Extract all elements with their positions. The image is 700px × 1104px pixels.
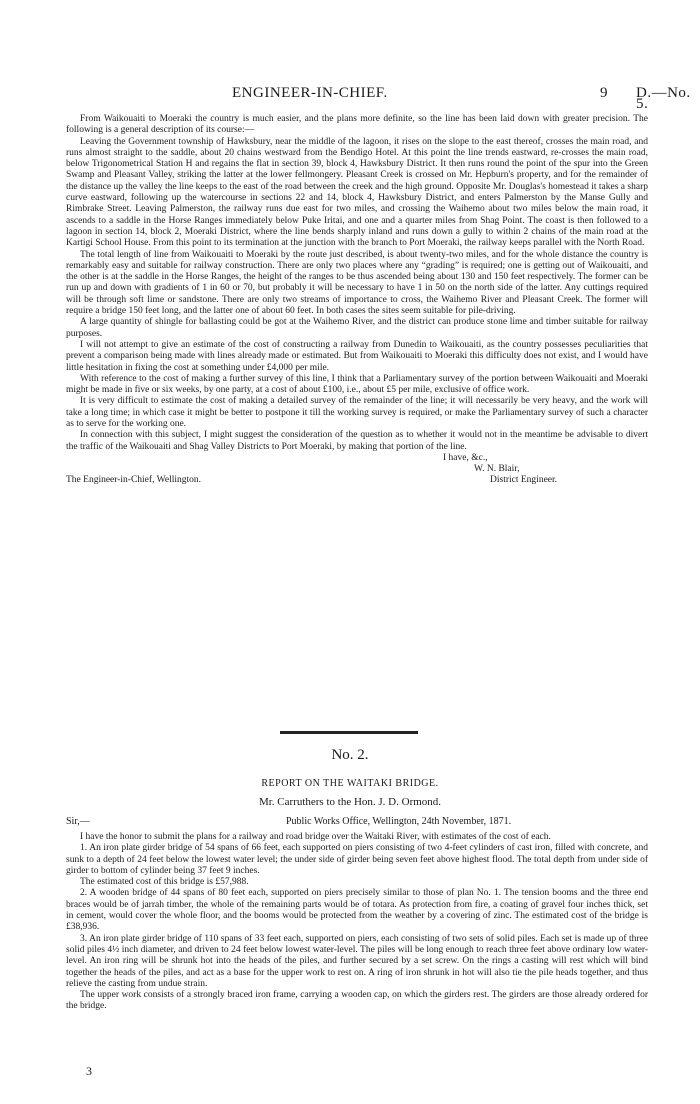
- paragraph: 2. A wooden bridge of 44 spans of 80 feet each, supported on piers precisely similar to those of plan No. 1. The tension booms and the three end braces would be of jarrah timber, the whole of the remaining parts would be of totara. As protection from fire, a coating of gravel four inches thick, set in cement, would cover the whole floor, and the booms would be protected from the weather by a covering of zinc. The estimated cost of the bridge is £38,936.: [66, 888, 648, 933]
- paragraph: 1. An iron plate girder bridge of 54 spans of 66 feet, each supported on piers consisting of two 4-feet cylinders of cast iron, filled with concrete, and sunk to a depth of 24 feet below the lowest water level; the under side of girder being seven feet above highest flood. The total depth from under side of girder to bottom of cylinder being 37 feet 9 inches.: [66, 843, 648, 876]
- paragraph: A large quantity of shingle for ballasting could be got at the Waihemo River, and the district can produce stone lime and timber suitable for railway purposes.: [66, 317, 648, 339]
- signature-block: [66, 453, 648, 497]
- addressee: The Engineer-in-Chief, Wellington.: [66, 474, 201, 485]
- paragraph: The total length of line from Waikouaiti to Moeraki by the route just described, is about twenty-two miles, and for the whole distance the country is remarkably easy and suitable for railway construction. There are only two places where any “grading” is required; one is getting out of Waikouaiti, and the other is at the saddle in the Horse Ranges, the height of the ranges to be thus ascended being about 130 and 150 feet respectively. The former can be run up and down with gradients of 1 in 60 or 70, but probably it will be necessary to have 1 in 50 on the north side of the latter. Any cuttings required will be through soft lime or sandstone. There are only two streams of importance to cross, the Waihemo River and Pleasant Creek. The former will require a bridge 150 feet long, and the latter one of about 60 feet. In both cases the sites seem suitable for pile-driving.: [66, 249, 648, 317]
- paragraph: The estimated cost of this bridge is £57,988.: [80, 877, 249, 888]
- report-one-body: [66, 114, 648, 497]
- printer-signature-mark: 3: [86, 1064, 92, 1078]
- salutation: Sir,—: [66, 816, 90, 827]
- signatory-name: W. N. Blair,: [474, 463, 520, 474]
- report-subtitle: Mr. Carruthers to the Hon. J. D. Ormond.: [258, 796, 442, 808]
- place-and-date: Public Works Office, Wellington, 24th November, 1871.: [286, 816, 512, 827]
- page-number: 9: [600, 85, 608, 101]
- paragraph: The upper work consists of a strongly braced iron frame, carrying a wooden cap, on which the girders rest. The girders are those already ordered for the bridge.: [66, 990, 648, 1012]
- report-two-body: [66, 832, 648, 1013]
- signatory-title: District Engineer.: [490, 474, 558, 485]
- paragraph: 3. An iron plate girder bridge of 110 spans of 33 feet each, supported on piers, each consisting of two sets of solid piles. Each set is made up of three solid piles 4½ inch diameter, and driven to 24 feet below lowest water-level. The piles will be long enough to reach three feet above ordinary low water-level. An iron ring will be shrunk hot into the heads of the piles, and further secured by a set screw. On the rings a casting will rest which will bind together the heads of the piles, and act as a base for the upper work to rest on. A ring of iron shrunk in hot will also tie the pile heads together, and thus relieve the casting from undue strain.: [66, 933, 648, 989]
- paragraph: It is very difficult to estimate the cost of making a detailed survey of the remainder of the line; it will necessarily be very heavy, and the work will take a long time; in which case it might be better to postpone it till the working survey is required, or make the Parliamentary survey of such a character as to serve for the working one.: [66, 396, 648, 430]
- paragraph: Leaving the Government township of Hawksbury, near the middle of the lagoon, it rises on the slope to the east thereof, crosses the main road, and runs almost straight to the saddle, about 20 chains westward from the Bendigo Hotel. At this point the line trends eastward, re-crosses the main road, below Trigonometrical Station H and regains the flat in section 39, block 4, Hawksbury District. It then runs round the point of the spur into the Green Swamp and Pleasant Valley, striking the latter at the lower fellmongery. Pleasant Creek is crossed on Mr. Hepburn's property, and for the remainder of the distance up the valley the line keeps to the east of the road between the creek and the high ground. Opposite Mr. Douglas's homestead it takes a sharp curve eastward, following up the watercourse in sections 22 and 14, block 4, Hawksbury District, and enters Palmerston by the Manse Gully and Rimbrake Street. Leaving Palmerston, the railway runs due east for two miles, and crossing the Waihemo about two miles below the main road, it ascends to a saddle in the Horse Ranges immediately below Puke Iritai, and one and a quarter miles from Shag Point. The coast is then followed to a lagoon in section 14, block 2, Moeraki District, where the line bends sharply inland and runs down a gully to within 2 chains of the main road at the Kartigi School House. From this point to its termination at the junction with the branch to Port Moeraki, the railway keeps parallel with the North Road.: [66, 136, 648, 249]
- report-title: REPORT ON THE WAITAKI BRIDGE.: [261, 778, 439, 789]
- paragraph: I will not attempt to give an estimate of the cost of constructing a railway from Dunedin to Waikouaiti, as the country possesses peculiarities that prevent a comparison being made with lines already made or estimated. But from Waikouaiti to Moeraki this difficulty does not exist, and I would have little hesitation in fixing the cost at something under £4,000 per mile.: [66, 339, 648, 373]
- paragraph: With reference to the cost of making a further survey of this line, I think that a Parliamentary survey of the portion between Waikouaiti and Moeraki might be made in five or six weeks, by one party, at a cost of about £100, i.e., about £5 per mile, exclusive of office work.: [66, 373, 648, 396]
- paragraph: I have the honor to submit the plans for a railway and road bridge over the Waitaki River, with estimates of the cost of each.: [80, 832, 551, 842]
- closing-line: I have, &c.,: [443, 452, 488, 463]
- paragraph: From Waikouaiti to Moeraki the country is much easier, and the plans more definite, so the line has been laid down with greater precision. The following is a general description of its course:—: [66, 114, 648, 136]
- page-header: [0, 85, 700, 113]
- document-reference: D.—No. 5.: [636, 85, 691, 113]
- section-number: No. 2.: [331, 747, 369, 763]
- section-divider: [280, 731, 418, 734]
- running-title: ENGINEER-IN-CHIEF.: [232, 85, 388, 101]
- paragraph: In connection with this subject, I might suggest the consideration of the question as to whether it would not in the meantime be advisable to divert the traffic of the Waikouaiti and Shag Valley Districts to Port Moeraki, by making that portion of the line.: [66, 430, 648, 452]
